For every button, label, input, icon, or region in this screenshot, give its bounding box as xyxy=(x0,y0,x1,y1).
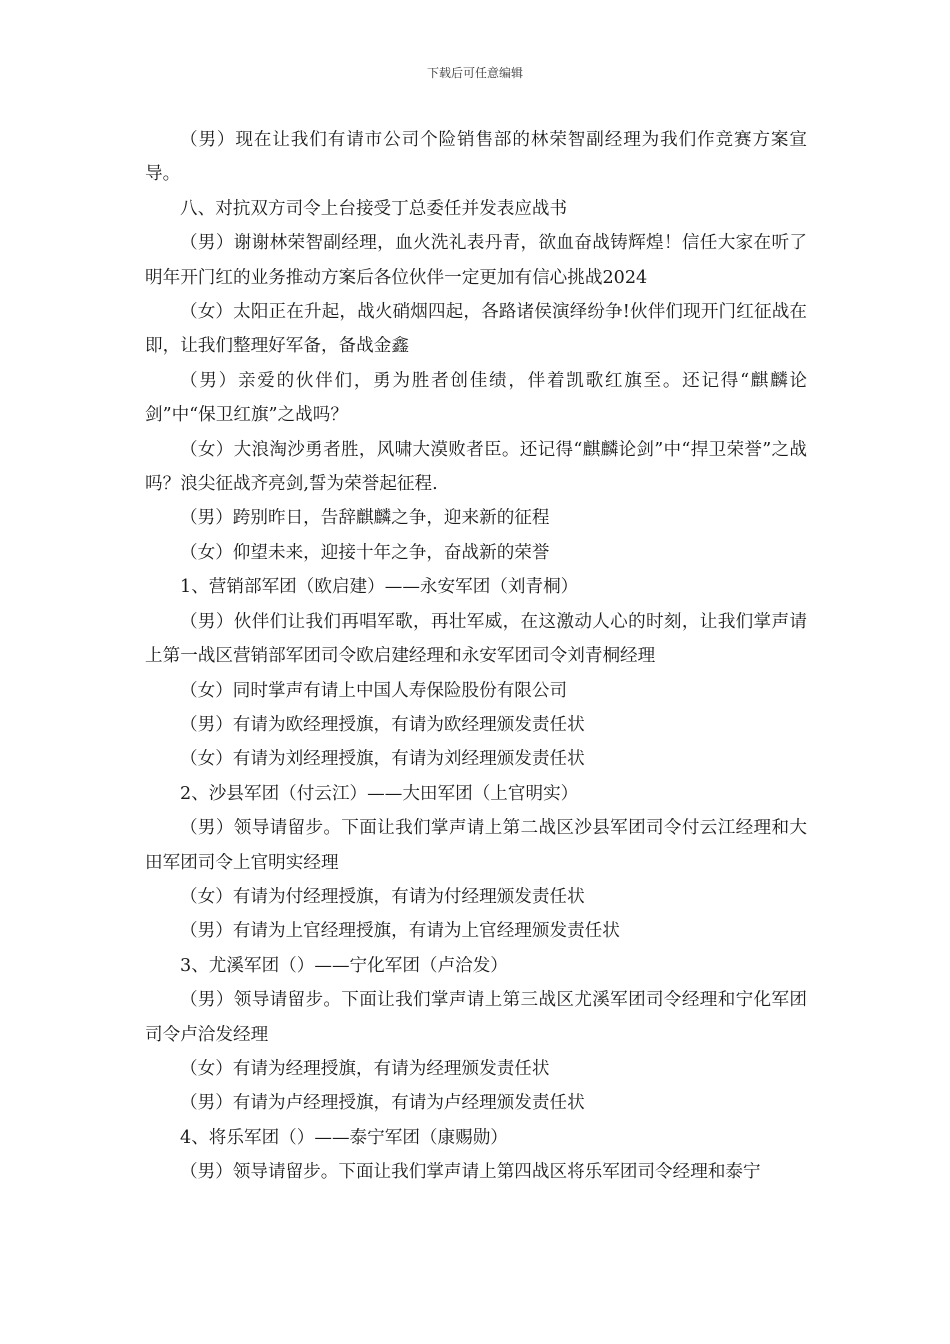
list-item-heading: 2、沙县军团（付云江）——大田军团（上官明实） xyxy=(180,783,579,804)
paragraph: （女）有请为付经理授旗，有请为付经理颁发责任状 xyxy=(180,886,585,907)
list-item-heading: 1、营销部军团（欧启建）——永安军团（刘青桐） xyxy=(180,577,579,598)
section-heading: 八、对抗双方司令上台接受丁总委任并发表应战书 xyxy=(180,198,568,219)
paragraph: （女）太阳正在升起，战火硝烟四起，各路诸侯演绎纷争!伙伴们现开门红征战在即，让我们整理好军备，备战金鑫 xyxy=(145,302,807,357)
document-body xyxy=(145,123,807,1190)
paragraph: （女）仰望未来，迎接十年之争，奋战新的荣誉 xyxy=(180,542,550,563)
list-item-heading: 3、尤溪军团（）——宁化军团（卢洽发） xyxy=(180,955,508,976)
paragraph: （男）谢谢林荣智副经理，血火洗礼表丹青，欲血奋战铸辉煌！信任大家在听了明年开门红的业务推动方案后各位伙伴一定更加有信心挑战2024 xyxy=(145,233,807,288)
paragraph: （男）有请为欧经理授旗，有请为欧经理颁发责任状 xyxy=(180,714,585,735)
paragraph: （女）有请为经理授旗，有请为经理颁发责任状 xyxy=(180,1058,550,1079)
paragraph: （男）有请为卢经理授旗，有请为卢经理颁发责任状 xyxy=(180,1093,585,1114)
paragraph: （男）现在让我们有请市公司个险销售部的林荣智副经理为我们作竞赛方案宣导。 xyxy=(145,130,807,185)
list-item-heading: 4、将乐军团（）——泰宁军团（康赐勋） xyxy=(180,1127,508,1148)
paragraph: （男）领导请留步。下面让我们掌声请上第三战区尤溪军团司令经理和宁化军团司令卢洽发经理 xyxy=(145,990,807,1045)
paragraph: （女）同时掌声有请上中国人寿保险股份有限公司 xyxy=(180,680,568,701)
paragraph: （男）跨别昨日，告辞麒麟之争，迎来新的征程 xyxy=(180,508,550,529)
paragraph: （男）领导请留步。下面让我们掌声请上第四战区将乐军团司令经理和泰宁 xyxy=(180,1162,761,1183)
paragraph: （男）有请为上官经理授旗，有请为上官经理颁发责任状 xyxy=(180,921,620,942)
paragraph: （女）有请为刘经理授旗，有请为刘经理颁发责任状 xyxy=(180,749,585,770)
paragraph: （男）伙伴们让我们再唱军歌，再壮军威，在这激动人心的时刻，让我们掌声请上第一战区营销部军团司令欧启建经理和永安军团司令刘青桐经理 xyxy=(145,611,807,667)
paragraph: （女）大浪淘沙勇者胜，风啸大漠败者臣。还记得“麒麟论剑”中“捍卫荣誉”之战吗？浪尖征战齐亮剑,誓为荣誉起征程. xyxy=(145,439,807,495)
paragraph: （男）领导请留步。下面让我们掌声请上第二战区沙县军团司令付云江经理和大田军团司令上官明实经理 xyxy=(145,818,807,873)
page-header: 下载后可任意编辑 xyxy=(426,66,523,80)
paragraph: （男）亲爱的伙伴们，勇为胜者创佳绩，伴着凯歌红旗至。还记得“麒麟论剑”中“保卫红旗”之战吗？ xyxy=(145,370,807,426)
